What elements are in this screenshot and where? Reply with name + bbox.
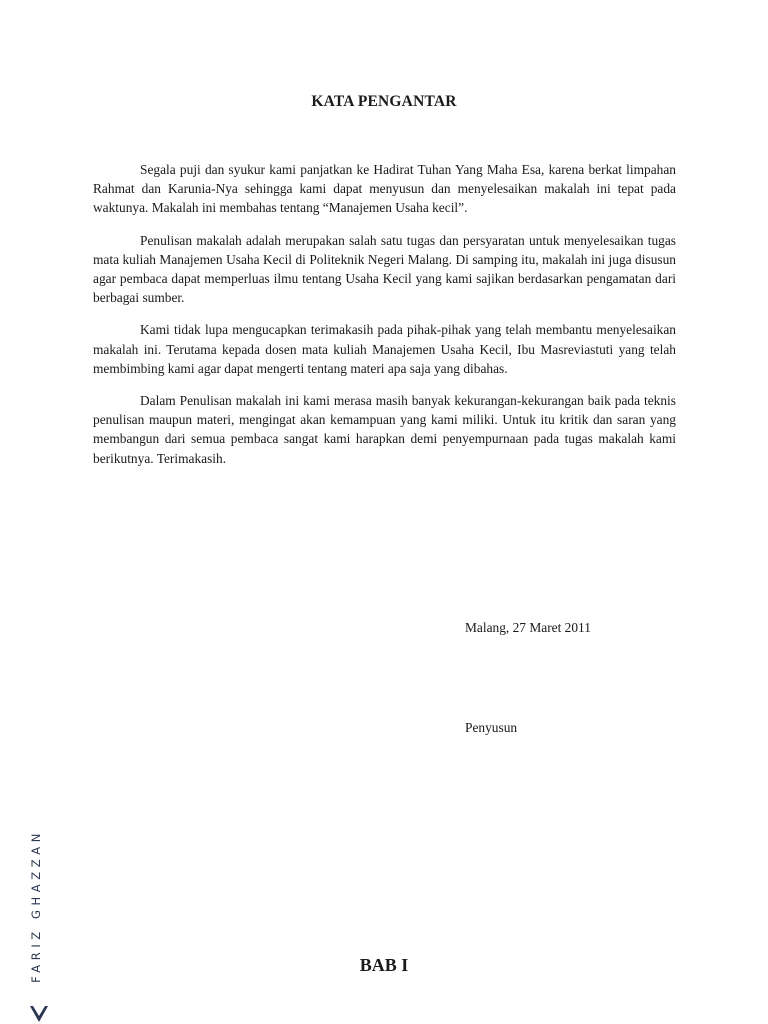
paragraph-3: Kami tidak lupa mengucapkan terimakasih pada pihak-pihak yang telah membantu menyelesaikan makalah ini. Terutama kepada dosen mata kuliah Manajemen Usaha Kecil, Ibu Masreviastuti yang telah membimbing kami agar dapat mengerti tentang materi apa saja yang dibahas. (93, 322, 676, 376)
paragraph-4: Dalam Penulisan makalah ini kami merasa masih banyak kekurangan-kekurangan baik pada teknis penulisan maupun materi, mengingat akan kemampuan yang kami miliki. Untuk itu kritik dan saran yang membangun dari semua pembaca sangat kami harapkan demi penyempurnaan pada tugas makalah kami berikutnya. Terimakasih. (93, 393, 676, 466)
chevron-logo-icon (28, 1002, 50, 1024)
paragraph-2: Penulisan makalah adalah merupakan salah satu tugas dan persyaratan untuk menyelesaikan tugas mata kuliah Manajemen Usaha Kecil di Politeknik Negeri Malang. Di samping itu, makalah ini juga disusun agar pembaca dapat memperluas ilmu tentang Usaha Kecil yang kami sajikan berdasarkan pengamatan dari berbagai sumber. (93, 232, 676, 306)
chapter-heading: BAB I (359, 955, 409, 975)
paragraph-1: Segala puji dan syukur kami panjatkan ke Hadirat Tuhan Yang Maha Esa, karena berkat limpahan Rahmat dan Karunia-Nya sehingga kami dapat menyusun dan menyelesaikan makalah ini tepat pada waktunya. Makalah ini membahas tentang “Manajemen Usaha kecil”. (93, 162, 676, 216)
page-title: KATA PENGANTAR (311, 93, 457, 110)
signer-label: Penyusun (465, 720, 518, 735)
document-body (93, 160, 676, 481)
place-date: Malang, 27 Maret 2011 (465, 620, 591, 635)
watermark-text: FARIZ GHAZZAN (29, 829, 43, 983)
